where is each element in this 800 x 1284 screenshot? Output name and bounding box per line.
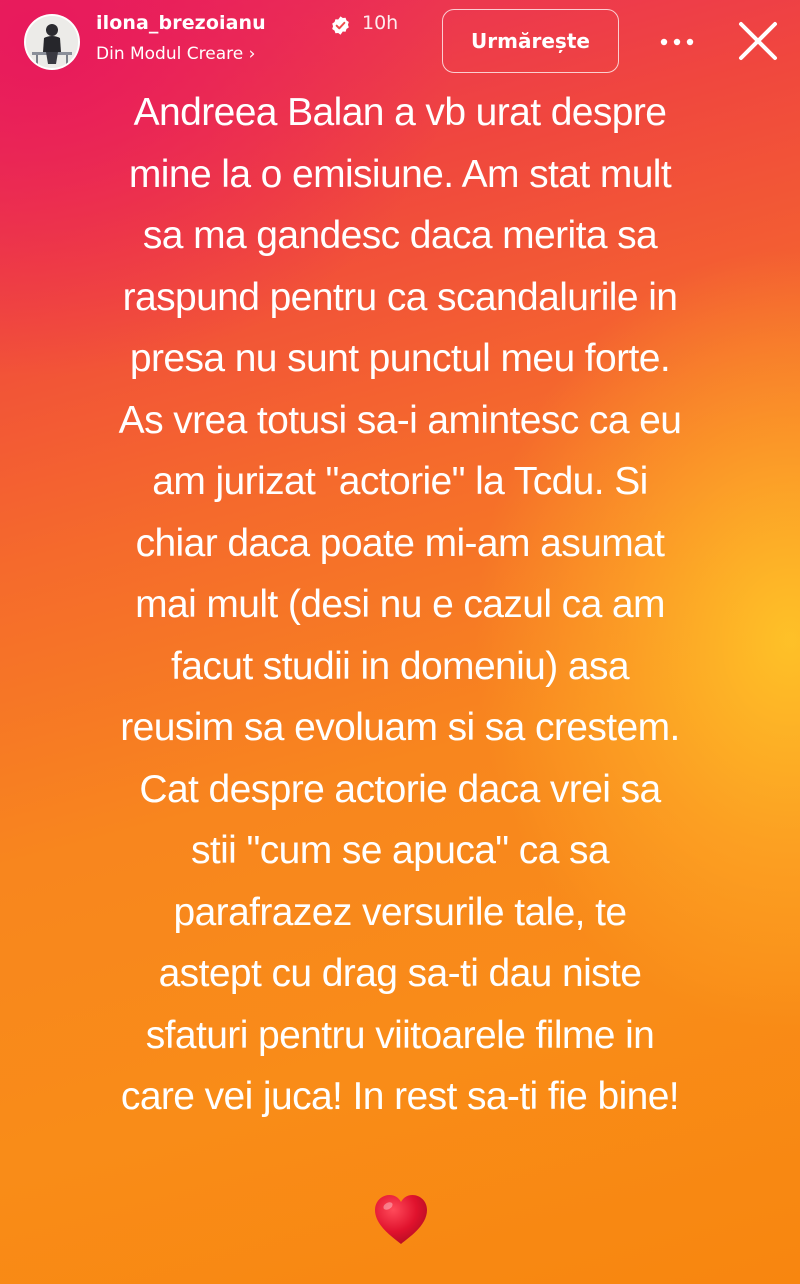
story-text (20, 82, 780, 1128)
heart-icon (372, 1192, 430, 1246)
story-header (0, 0, 800, 86)
more-options-button[interactable] (651, 22, 703, 62)
avatar[interactable] (24, 14, 80, 70)
post-time: 10h (362, 12, 399, 34)
created-with-link[interactable]: Din Modul Creare › (96, 44, 256, 64)
story-text-line: mine la o emisiune. Am stat mult (128, 152, 672, 196)
story-text-line: sfaturi pentru viitoarele filme in (145, 1013, 655, 1057)
avatar-photo-icon (26, 16, 78, 68)
follow-button[interactable]: Urmărește (442, 9, 619, 73)
story-text-line: Cat despre actorie daca vrei sa (139, 767, 661, 811)
more-horizontal-icon (659, 37, 695, 47)
story-text-line: astept cu drag sa-ti dau niste (158, 952, 642, 995)
story-text-line: presa nu sunt punctul meu forte. (129, 337, 671, 380)
story-text-line: raspund pentru ca scandalurile in (122, 275, 678, 319)
story-text-line: stii "cum se apuca" ca sa (190, 829, 610, 872)
story-text-line: care vei juca! In rest sa-ti fie bine! (120, 1075, 680, 1118)
story-text-line: mai mult (desi nu e cazul ca am (135, 583, 665, 626)
verified-badge-icon (330, 15, 351, 36)
story-text-line: Andreea Balan a vb urat despre (133, 91, 667, 134)
story-text-line: am jurizat "actorie" la Tcdu. Si (152, 460, 648, 503)
story-text-line: facut studii in domeniu) asa (171, 644, 629, 688)
username[interactable]: ilona_brezoianu (96, 12, 266, 34)
close-icon[interactable] (732, 15, 784, 67)
story-text-line: As vrea totusi sa-i amintesc ca eu (118, 398, 682, 442)
story-text-line: chiar daca poate mi-am asumat (135, 521, 665, 565)
story-text-line: reusim sa evoluam si sa crestem. (120, 706, 680, 749)
story-text-line: parafrazez versurile tale, te (173, 890, 627, 934)
story-text-line: sa ma gandesc daca merita sa (142, 214, 658, 257)
